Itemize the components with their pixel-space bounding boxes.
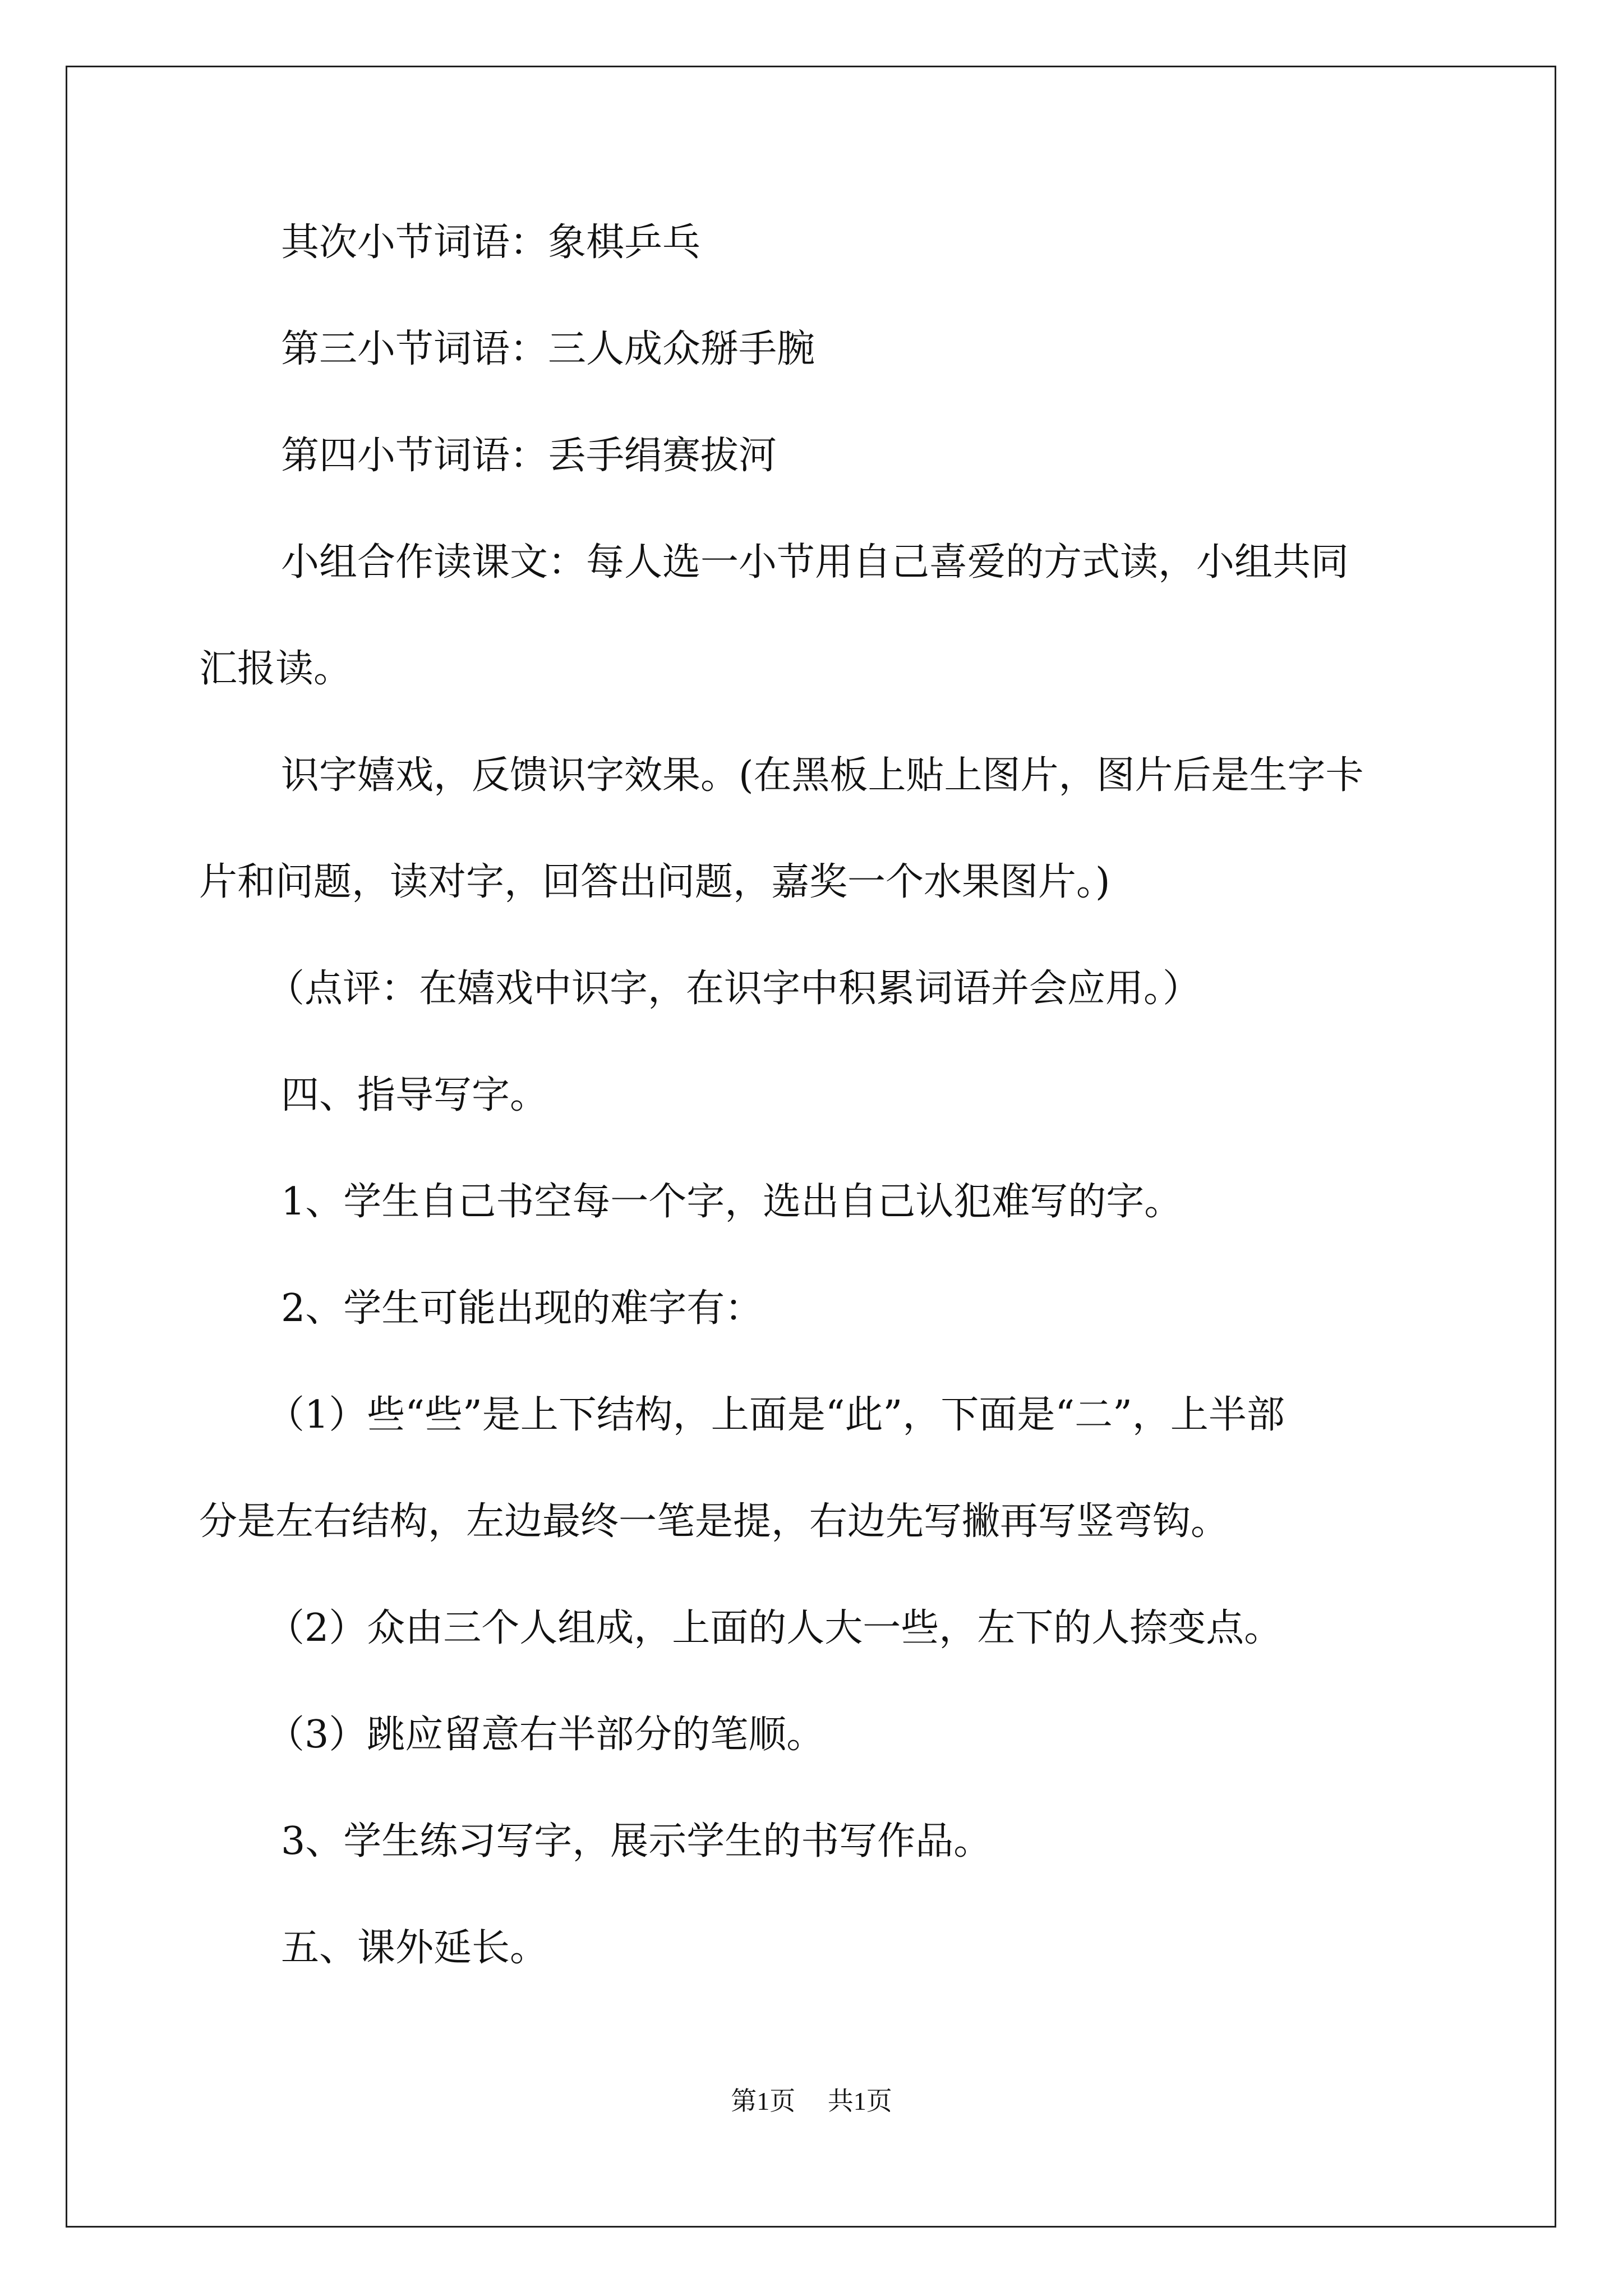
page-footer	[0, 2087, 1623, 2116]
sub-list-item: （3）跳应留意右半部分的笔顺。	[266, 1713, 825, 1757]
list-item: 3、学生练习写字，展示学生的书写作品。	[281, 1819, 992, 1864]
page-border	[66, 66, 1556, 2228]
sub-list-item: （2）众由三个人组成，上面的人大一些，左下的人捺变点。	[266, 1606, 1283, 1650]
paragraph: 第三小节词语：三人成众掰手腕	[281, 327, 815, 371]
page-count: 共1页	[827, 2087, 892, 2115]
paragraph: 识字嬉戏，反馈识字效果。(在黑板上贴上图片，图片后是生字卡	[281, 753, 1364, 798]
paragraph-continuation: 片和问题，读对字，回答出问题，嘉奖一个水果图片。)	[199, 860, 1110, 904]
list-item: 2、学生可能出现的难字有：	[281, 1286, 763, 1331]
paragraph-continuation: 汇报读。	[199, 647, 352, 691]
page-number: 第1页	[731, 2087, 796, 2115]
section-heading: 五、课外延长。	[281, 1926, 548, 1970]
sub-list-item: （1）些“些”是上下结构，上面是“此”，下面是“二”，上半部	[266, 1393, 1285, 1437]
comment-paragraph: （点评：在嬉戏中识字，在识字中积累词语并会应用。）	[266, 967, 1201, 1011]
list-item: 1、学生自己书空每一个字，选出自己认犯难写的字。	[281, 1180, 1183, 1224]
paragraph: 小组合作读课文：每人选一小节用自己喜爱的方式读，小组共同	[281, 540, 1349, 585]
paragraph: 第四小节词语：丢手绢赛拔河	[281, 434, 777, 478]
section-heading: 四、指导写字。	[281, 1073, 548, 1117]
paragraph-continuation: 分是左右结构，左边最终一笔是提，右边先写撇再写竖弯钩。	[199, 1499, 1229, 1544]
paragraph: 其次小节词语：象棋乒乓	[281, 220, 701, 265]
